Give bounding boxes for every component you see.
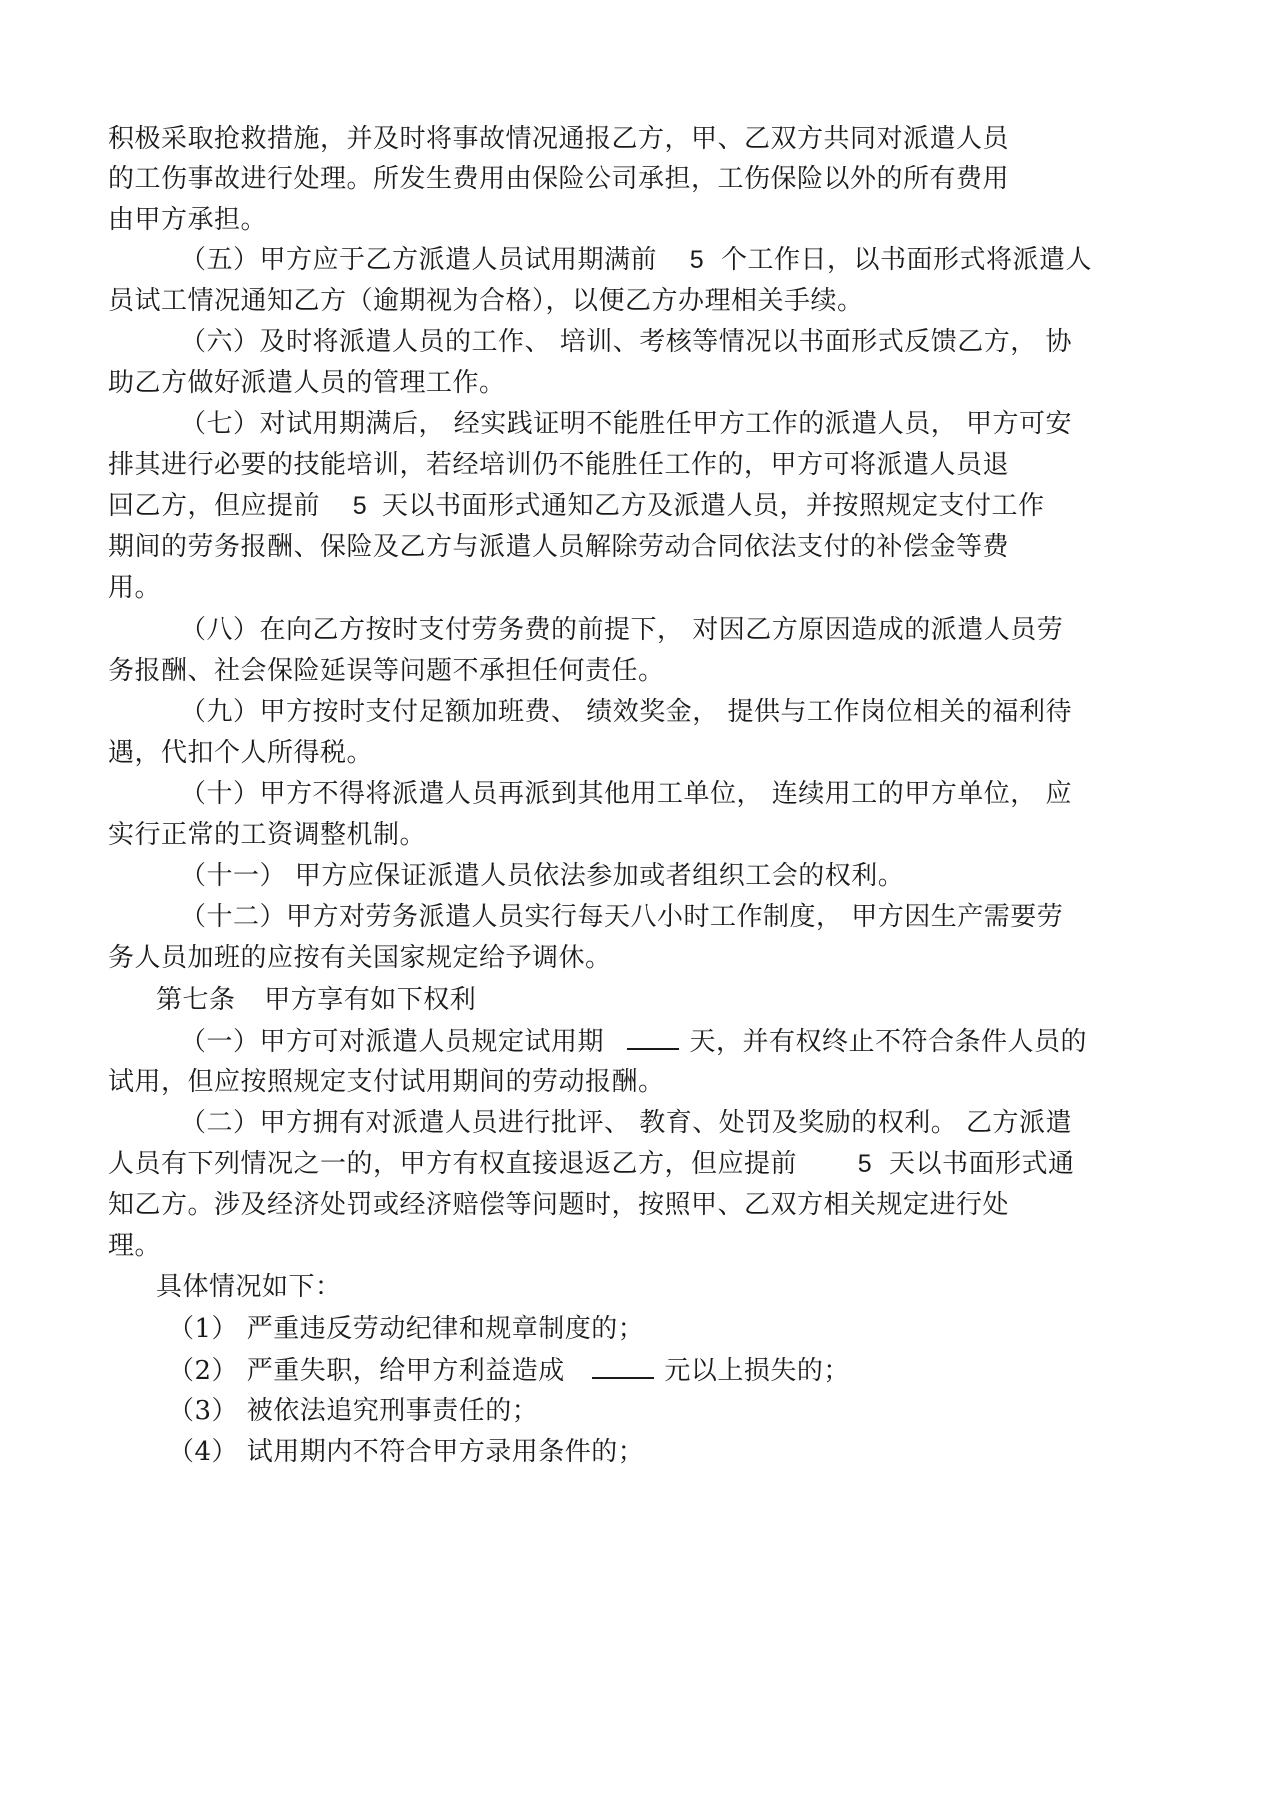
number-value: 5 bbox=[352, 492, 368, 520]
text-segment: （五）甲方应于乙方派遣人员试用期满前 bbox=[180, 245, 658, 275]
text-line: 理。 bbox=[108, 1231, 162, 1261]
text-segment: 天以书面形式通知乙方及派遣人员，并按照规定支付工作 bbox=[381, 491, 1045, 521]
right-2-line: （二）甲方拥有对派遣人员进行批评、 教育、处罚及奖励的权利。 乙方派遣 bbox=[180, 1108, 1073, 1138]
text-line: 实行正常的工资调整机制。 bbox=[108, 820, 427, 850]
fill-in-blank bbox=[592, 1353, 654, 1379]
clause-9-line: （九）甲方按时支付足额加班费、 绩效奖金， 提供与工作岗位相关的福利待 bbox=[180, 697, 1073, 727]
list-item: （1） 严重违反劳动纪律和规章制度的； bbox=[168, 1314, 645, 1344]
text-line: 积极采取抢救措施，并及时将事故情况通报乙方，甲、乙双方共同对派遣人员 bbox=[108, 124, 1010, 154]
list-item: （3） 被依法追究刑事责任的； bbox=[168, 1396, 539, 1426]
text-line: 试用，但应按照规定支付试用期间的劳动报酬。 bbox=[108, 1067, 665, 1097]
clause-8-line: （八）在向乙方按时支付劳务费的前提下， 对因乙方原因造成的派遣人员劳 bbox=[180, 615, 1064, 645]
text-line: 员试工情况通知乙方（逾期视为合格），以便乙方办理相关手续。 bbox=[108, 286, 864, 316]
text-line: 排其进行必要的技能培训，若经培训仍不能胜任工作的，甲方可将派遣人员退 bbox=[108, 450, 1010, 480]
text-line: 由甲方承担。 bbox=[108, 205, 268, 235]
text-segment: 人员有下列情况之一的，甲方有权直接退返乙方，但应提前 bbox=[108, 1149, 798, 1179]
text-line: 的工伤事故进行处理。所发生费用由保险公司承担，工伤保险以外的所有费用 bbox=[108, 164, 1010, 194]
text-line: 助乙方做好派遣人员的管理工作。 bbox=[108, 368, 506, 398]
text-line: 务报酬、社会保险延误等问题不承担任何责任。 bbox=[108, 656, 665, 686]
details-heading: 具体情况如下： bbox=[156, 1272, 342, 1302]
fill-in-blank bbox=[627, 1024, 679, 1050]
list-item bbox=[168, 1353, 850, 1388]
text-segment: 回乙方，但应提前 bbox=[108, 491, 321, 521]
text-segment: （一）甲方可对派遣人员规定试用期 bbox=[180, 1027, 605, 1057]
text-line bbox=[108, 489, 1044, 523]
text-line bbox=[108, 1147, 1074, 1181]
number-value: 5 bbox=[857, 1150, 873, 1178]
clause-5-line bbox=[180, 243, 1092, 277]
clause-11-line: （十一） 甲方应保证派遣人员依法参加或者组织工会的权利。 bbox=[180, 861, 905, 891]
clause-10-line: （十）甲方不得将派遣人员再派到其他用工单位， 连续用工的甲方单位， 应 bbox=[180, 779, 1073, 809]
text-segment: 个工作日，以书面形式将派遣人 bbox=[720, 245, 1092, 275]
list-item: （4） 试用期内不符合甲方录用条件的； bbox=[168, 1437, 645, 1467]
text-segment: 天以书面形式通 bbox=[888, 1149, 1075, 1179]
right-1-line bbox=[180, 1024, 1087, 1059]
article-7-heading: 第七条 甲方享有如下权利 bbox=[156, 985, 477, 1015]
text-line: 遇，代扣个人所得税。 bbox=[108, 738, 374, 768]
text-line: 务人员加班的应按有关国家规定给予调休。 bbox=[108, 943, 612, 973]
number-value: 5 bbox=[689, 246, 705, 274]
clause-7-line: （七）对试用期满后， 经实践证明不能胜任甲方工作的派遣人员， 甲方可安 bbox=[180, 409, 1073, 439]
text-line: 期间的劳务报酬、保险及乙方与派遣人员解除劳动合同依法支付的补偿金等费 bbox=[108, 532, 1010, 562]
text-segment: （2） 严重失职，给甲方利益造成 bbox=[168, 1356, 565, 1386]
text-line: 知乙方。涉及经济处罚或经济赔偿等问题时，按照甲、乙双方相关规定进行处 bbox=[108, 1190, 1010, 1220]
text-segment: 元以上损失的； bbox=[664, 1356, 850, 1386]
text-segment: 天，并有权终止不符合条件人员的 bbox=[689, 1027, 1088, 1057]
clause-6-line: （六）及时将派遣人员的工作、 培训、考核等情况以书面形式反馈乙方， 协 bbox=[180, 327, 1073, 357]
clause-12-line: （十二）甲方对劳务派遣人员实行每天八小时工作制度， 甲方因生产需要劳 bbox=[180, 902, 1064, 932]
text-line: 用。 bbox=[108, 573, 162, 603]
